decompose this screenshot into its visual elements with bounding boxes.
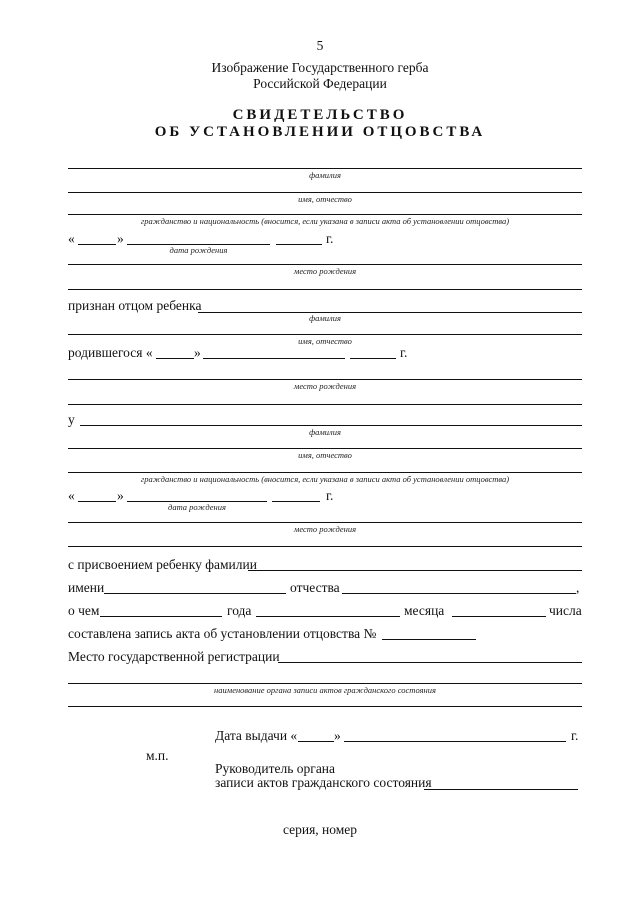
seal-label: м.п.: [146, 748, 169, 763]
quote-close: »: [194, 345, 201, 360]
of-year-label: года: [227, 603, 252, 618]
record-made-label: составлена запись акта об установлении отцовства №: [68, 626, 377, 641]
caption-name-patronymic: имя, отчество: [298, 336, 352, 346]
at-label: у: [68, 412, 75, 427]
assigned-name-line[interactable]: [104, 593, 286, 594]
quote-close: »: [117, 488, 124, 503]
record-year-line[interactable]: [100, 616, 222, 617]
caption-name-patronymic: имя, отчество: [298, 450, 352, 460]
child-name-line[interactable]: [68, 192, 582, 193]
caption-birth-place: место рождения: [293, 524, 357, 534]
record-month-line[interactable]: [256, 616, 400, 617]
document-title-line1: СВИДЕТЕЛЬСТВО: [232, 107, 408, 123]
year-suffix: г.: [400, 345, 408, 360]
comma: ,: [576, 580, 580, 595]
recognized-father-label: признан отцом ребенка: [68, 298, 202, 313]
page-number: 5: [316, 38, 324, 53]
head-label-line1: Руководитель органа: [215, 761, 336, 776]
emblem-caption-line2: Российской Федерации: [253, 76, 387, 91]
quote-close: »: [334, 728, 341, 743]
head-signature-line[interactable]: [424, 789, 578, 790]
caption-citizenship: гражданство и национальность (вносится, если указана в записи акта об установлении отцовства): [140, 216, 510, 226]
mother-citizenship-line[interactable]: [68, 472, 582, 473]
of-month-label: месяца: [404, 603, 445, 618]
document-title-line2: ОБ УСТАНОВЛЕНИИ ОТЦОВСТВА: [154, 124, 486, 140]
father-birth-year-line[interactable]: [350, 358, 396, 359]
mother-surname-line[interactable]: [80, 425, 582, 426]
record-day-line[interactable]: [452, 616, 546, 617]
father-birthplace-line-2[interactable]: [68, 404, 582, 405]
child-birth-year-line[interactable]: [276, 244, 322, 245]
quote-open: «: [68, 488, 75, 503]
assigned-patronymic-line[interactable]: [342, 593, 576, 594]
year-suffix: г.: [326, 488, 334, 503]
caption-birth-date: дата рождения: [169, 245, 228, 255]
record-number-line[interactable]: [382, 639, 476, 640]
father-name-line[interactable]: [68, 334, 582, 335]
caption-citizenship: гражданство и национальность (вносится, если указана в записи акта об установлении отцовства): [140, 474, 510, 484]
caption-surname: фамилия: [309, 170, 341, 180]
caption-name-patronymic: имя, отчество: [298, 194, 352, 204]
head-label-line2: записи актов гражданского состояния: [215, 775, 432, 790]
child-citizenship-line[interactable]: [68, 214, 582, 215]
assigned-surname-line[interactable]: [248, 570, 582, 571]
child-surname-line[interactable]: [68, 168, 582, 169]
mother-birth-day-line[interactable]: [78, 501, 116, 502]
caption-birth-place: место рождения: [293, 381, 357, 391]
caption-registry-office: наименование органа записи актов гражданского состояния: [214, 685, 436, 695]
patronymic-label: отчества: [290, 580, 340, 595]
of-day-label: числа: [549, 603, 582, 618]
child-birth-day-line[interactable]: [78, 244, 116, 245]
registry-office-line[interactable]: [68, 683, 582, 684]
mother-name-line[interactable]: [68, 448, 582, 449]
child-birthplace-line-2[interactable]: [68, 289, 582, 290]
father-birthplace-line[interactable]: [68, 379, 582, 380]
registry-office-line-2[interactable]: [68, 706, 582, 707]
caption-surname: фамилия: [309, 313, 341, 323]
issue-month-year-line[interactable]: [344, 741, 566, 742]
year-suffix: г.: [571, 728, 579, 743]
year-suffix: г.: [326, 231, 334, 246]
name-label: имени: [68, 580, 105, 595]
mother-birthplace-line[interactable]: [68, 522, 582, 523]
registration-place-label: Место государственной регистрации: [68, 649, 280, 664]
quote-open: «: [68, 231, 75, 246]
assign-surname-label: с присвоением ребенку фамилии: [68, 557, 257, 572]
caption-birth-date: дата рождения: [168, 502, 226, 512]
born-label: родившегося «: [68, 345, 153, 360]
caption-birth-place: место рождения: [293, 266, 357, 276]
father-birth-month-line[interactable]: [203, 358, 345, 359]
issue-day-line[interactable]: [298, 741, 334, 742]
caption-surname: фамилия: [309, 427, 341, 437]
mother-birthplace-line-2[interactable]: [68, 546, 582, 547]
quote-close: »: [117, 231, 124, 246]
child-birthplace-line[interactable]: [68, 264, 582, 265]
mother-birth-year-line[interactable]: [272, 501, 320, 502]
registration-place-line[interactable]: [278, 662, 582, 663]
about-which-label: о чем: [68, 603, 100, 618]
father-birth-day-line[interactable]: [156, 358, 194, 359]
series-number-label: серия, номер: [282, 822, 358, 837]
issue-date-label: Дата выдачи «: [215, 728, 298, 743]
emblem-caption-line1: Изображение Государственного герба: [211, 60, 429, 75]
